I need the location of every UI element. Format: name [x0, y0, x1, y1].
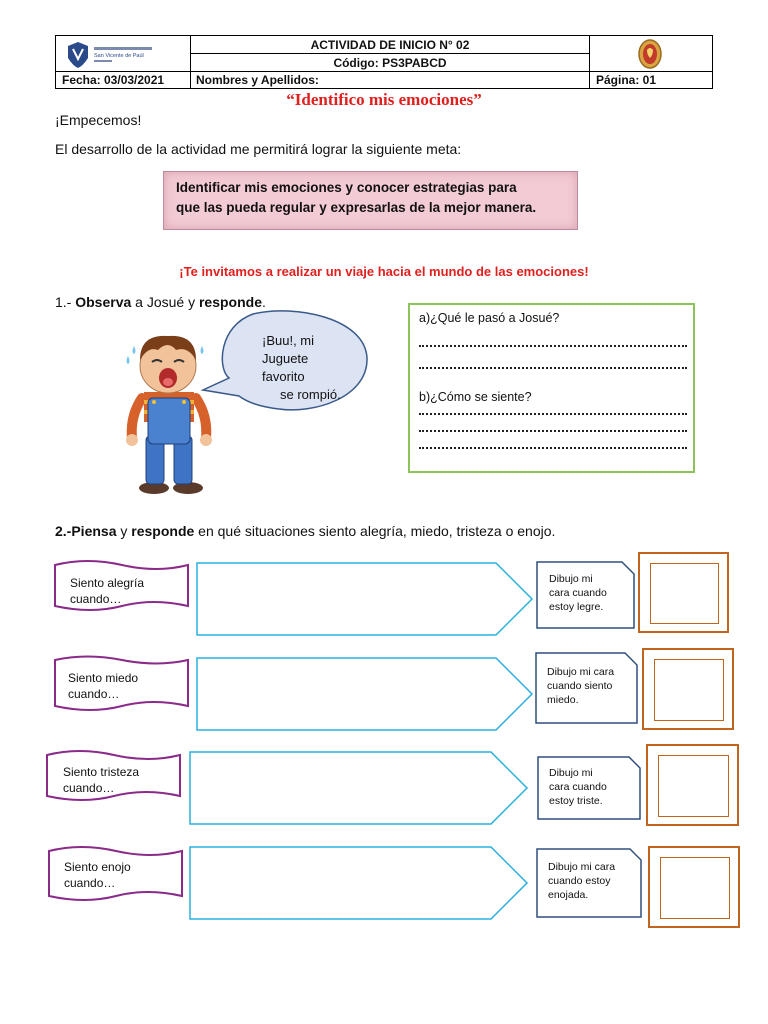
label-sadness-line-1: Siento tristeza [63, 765, 140, 779]
school-logo [56, 36, 190, 71]
drawing-fear-line-1: Dibujo mi cara [547, 666, 615, 678]
drawing-fear-line-3: miedo. [547, 694, 579, 706]
answer-a-line-2[interactable] [419, 367, 687, 369]
drawing-joy-line-1: Dibujo mi [549, 573, 593, 585]
section1-number: 1.- [55, 294, 76, 310]
section1-verb-observa: Observa [75, 294, 132, 310]
drawing-fear-line-2: cuando siento [547, 680, 613, 692]
question-a: a)¿Qué le pasó a Josué? [419, 311, 560, 325]
drawing-sadness-line-3: estoy triste. [549, 795, 603, 807]
page-title: “Identifico mis emociones” [286, 90, 482, 109]
page-number: Página: 01 [589, 71, 713, 89]
date-field: Fecha: 03/03/2021 [55, 71, 191, 89]
names-field: Nombres y Apellidos: [190, 71, 590, 89]
drawing-frame-fear[interactable] [642, 648, 734, 730]
label-joy-line-2: cuando… [70, 592, 122, 606]
crest-logo [590, 36, 712, 71]
label-fear-line-2: cuando… [68, 687, 120, 701]
bubble-text [262, 332, 341, 404]
drawing-frame-sadness-inner [658, 755, 729, 817]
answer-b-line-3[interactable] [419, 447, 687, 449]
label-anger-line-2: cuando… [64, 876, 116, 890]
answer-b-line-1[interactable] [419, 413, 687, 415]
section1-middle: a Josué y [131, 294, 199, 310]
bubble-line-2: Juguete [262, 351, 309, 366]
bubble-line-1: ¡Buu!, mi [262, 333, 315, 348]
label-fear [68, 670, 138, 702]
drawing-frame-anger-inner [660, 857, 730, 919]
answer-arrow-sadness[interactable] [189, 751, 529, 825]
label-sadness [63, 764, 139, 796]
drawing-anger-line-1: Dibujo mi cara [548, 861, 616, 873]
label-sadness-line-2: cuando… [63, 781, 115, 795]
answer-a-line-1[interactable] [419, 345, 687, 347]
drawing-text-joy [549, 572, 607, 614]
section2-rest: en qué situaciones siento alegría, miedo, tristeza o enojo. [194, 523, 556, 539]
label-joy [70, 575, 144, 607]
activity-title: ACTIVIDAD DE INICIO N° 02 [190, 35, 590, 54]
goal-line-2: que las pueda regular y expresarlas de la mejor manera. [176, 200, 537, 215]
bubble-line-4: se rompió. [280, 387, 341, 402]
section2-verb-piensa: 2.-Piensa [55, 523, 117, 539]
answer-arrow-fear[interactable] [196, 657, 534, 731]
label-anger [64, 859, 131, 891]
drawing-text-sadness [549, 766, 607, 808]
drawing-anger-line-2: cuando estoy [548, 875, 611, 887]
answer-arrow-joy[interactable] [196, 562, 534, 636]
question-b: b)¿Cómo se siente? [419, 390, 532, 404]
logo-text: San Vicente de Paúl [94, 53, 144, 59]
header-table [55, 35, 713, 89]
section1-end: . [262, 294, 266, 310]
section1-verb-responde: responde [198, 294, 262, 310]
drawing-frame-fear-inner [654, 659, 724, 721]
intro-text: ¡Empecemos! [55, 112, 142, 128]
drawing-frame-joy[interactable] [638, 552, 729, 633]
label-fear-line-1: Siento miedo [68, 671, 139, 685]
drawing-joy-line-2: cara cuando [549, 587, 607, 599]
drawing-text-anger [548, 860, 615, 902]
section2-verb-responde: responde [131, 523, 195, 539]
drawing-anger-line-3: enojada. [548, 889, 589, 901]
goal-line-1: Identificar mis emociones y conocer estrategias para [176, 180, 517, 195]
drawing-frame-anger[interactable] [648, 846, 740, 928]
goal-intro-text: El desarrollo de la actividad me permitirá lograr la siguiente meta: [55, 141, 462, 157]
answer-b-line-2[interactable] [419, 430, 687, 432]
drawing-frame-sadness[interactable] [646, 744, 739, 826]
goal-box [163, 171, 578, 230]
question-box [408, 303, 695, 473]
invite-text: ¡Te invitamos a realizar un viaje hacia el mundo de las emociones! [179, 264, 589, 279]
crest-cell [589, 35, 713, 72]
label-anger-line-1: Siento enojo [64, 860, 131, 874]
drawing-joy-line-3: estoy legre. [549, 601, 604, 613]
drawing-text-fear [547, 665, 614, 707]
bubble-line-3: favorito [262, 369, 305, 384]
answer-arrow-anger[interactable] [189, 846, 529, 920]
section2-middle: y [116, 523, 132, 539]
section2-heading [55, 523, 555, 539]
drawing-sadness-line-2: cara cuando [549, 781, 607, 793]
drawing-frame-joy-inner [650, 563, 719, 624]
drawing-sadness-line-1: Dibujo mi [549, 767, 593, 779]
school-logo-cell [55, 35, 191, 72]
activity-code: Código: PS3PABCD [190, 53, 590, 72]
label-joy-line-1: Siento alegría [70, 576, 145, 590]
